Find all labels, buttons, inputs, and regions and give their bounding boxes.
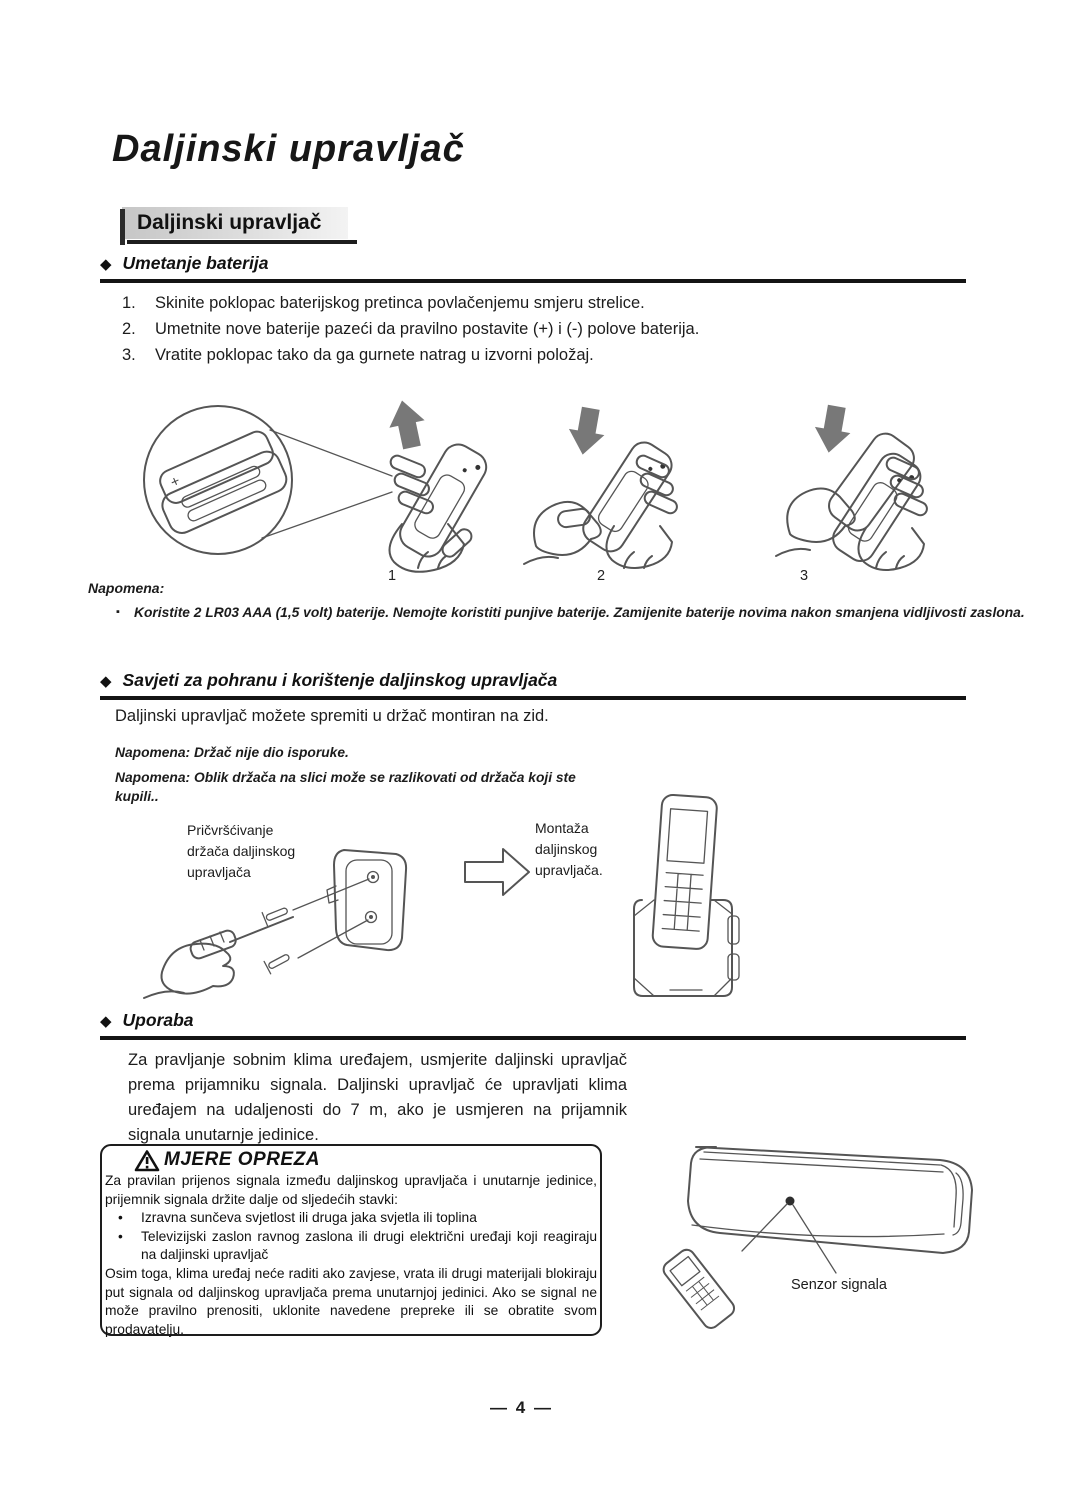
storage-note-1: Napomena: Držač nije dio isporuke. (115, 745, 349, 760)
warning-bullet (105, 1209, 597, 1228)
step-text: Umetnite nove baterije pazeći da pravilno postavite (+) i (-) polove baterija. (155, 320, 700, 338)
chapter-box (122, 207, 348, 239)
svg-text:+: + (167, 472, 183, 492)
diamond-icon: ◆ (100, 256, 112, 273)
warning-title: MJERE OPREZA (164, 1149, 320, 1171)
battery-step-2-figure (518, 400, 708, 568)
round-bullet-icon: • (118, 1210, 123, 1226)
battery-step-3-figure (762, 400, 957, 568)
note-text: Koristite 2 LR03 AAA (1,5 volt) baterije. Nemojte koristiti punjive baterije. Zamijenite baterije novima nakon smanjena vidljivosti zaslona. (134, 605, 1025, 620)
section-title: Umetanje baterija (122, 253, 269, 273)
warning-bullet-text: Izravna sunčeva svjetlost ili druga jaka svjetla ili toplina (141, 1210, 477, 1226)
section-title: Uporaba (122, 1010, 194, 1030)
list-item (122, 294, 842, 313)
battery-step-1-figure (140, 396, 485, 568)
section-title: Savjeti za pohranu i korištenje daljinskog upravljača (122, 670, 558, 690)
note-label: Napomena: (88, 580, 165, 596)
sensor-label: Senzor signala (791, 1277, 887, 1293)
wall-figure-right-label: Montaža daljinskog upravljača. (535, 820, 603, 878)
round-bullet-icon: • (118, 1228, 123, 1244)
down-arrow-icon (565, 405, 609, 458)
warning-line-1: Za pravilan prijenos signala između daljinskog upravljača i unutarnje jedinice, prijemnik signala držite dalje od sljedećih stavki: (105, 1173, 597, 1207)
section-heading-batteries (100, 253, 966, 283)
right-arrow-icon (465, 849, 529, 895)
remote-control-small (660, 1247, 737, 1332)
step-text: Skinite poklopac baterijskog pretinca povlačenjemu smjeru strelice. (155, 294, 645, 312)
list-item (122, 320, 842, 339)
screw-icon (262, 904, 289, 926)
warning-bullet-text: Televizijski zaslon ravnog zaslona ili drugi električni uređaji koji reagiraju na daljinski upravljač (141, 1228, 597, 1263)
warning-box (100, 1144, 602, 1336)
note-item (112, 602, 1026, 623)
figure-label-1: 1 (387, 568, 397, 584)
usage-paragraph: Za pravljanje sobnim klima uređajem, usmjerite daljinski upravljač prema prijamniku signala. Daljinski upravljač će upravljati klima uređajem na udaljenosti do 7 m, ako je usmjeren na prijamnik signala unutarnje jedinice. (128, 1051, 627, 1144)
figure-label-2: 2 (596, 568, 606, 584)
diamond-icon: ◆ (100, 1013, 112, 1030)
chapter-box-label: Daljinski upravljač (137, 211, 322, 234)
list-item (122, 346, 842, 365)
storage-note-2: Napomena: Oblik držača na slici može se razlikovati od držača koji ste kupili.. (115, 770, 576, 804)
step-text: Vratite poklopac tako da ga gurnete natrag u izvorni položaj. (155, 346, 594, 364)
page-title: Daljinski upravljač (112, 128, 465, 170)
screw-icon (264, 950, 292, 974)
square-bullet-icon: ▪ (116, 606, 120, 618)
page-number: — 4 — (490, 1398, 553, 1417)
figure-label-3: 3 (799, 568, 809, 584)
indoor-unit-figure (640, 1135, 1020, 1335)
battery-steps-list (122, 294, 842, 372)
warning-triangle-icon (135, 1150, 159, 1171)
section-heading-storage (100, 670, 966, 700)
warning-header (135, 1150, 597, 1171)
section-heading-usage (100, 1010, 966, 1040)
up-arrow-icon (384, 397, 429, 451)
wall-figure-left-label: Pričvršćivanje držača daljinskog upravljača (187, 822, 296, 880)
step-number: 3. (122, 346, 136, 364)
diamond-icon: ◆ (100, 673, 112, 690)
down-arrow-icon (811, 403, 855, 456)
warning-bullet (105, 1228, 597, 1265)
step-number: 2. (122, 320, 136, 338)
step-number: 1. (122, 294, 136, 312)
storage-intro: Daljinski upravljač možete spremiti u držač montiran na zid. (115, 707, 549, 725)
warning-line-2: Osim toga, klima uređaj neće raditi ako zavjese, vrata ili drugi materijali blokiraju put signala od daljinskog upravljača prema unutarnjoj jedinici. Ako se signal ne može pravilno prenositi, uklonite navedene prepreke ili se obratite svom prodavatelju. (105, 1265, 597, 1337)
